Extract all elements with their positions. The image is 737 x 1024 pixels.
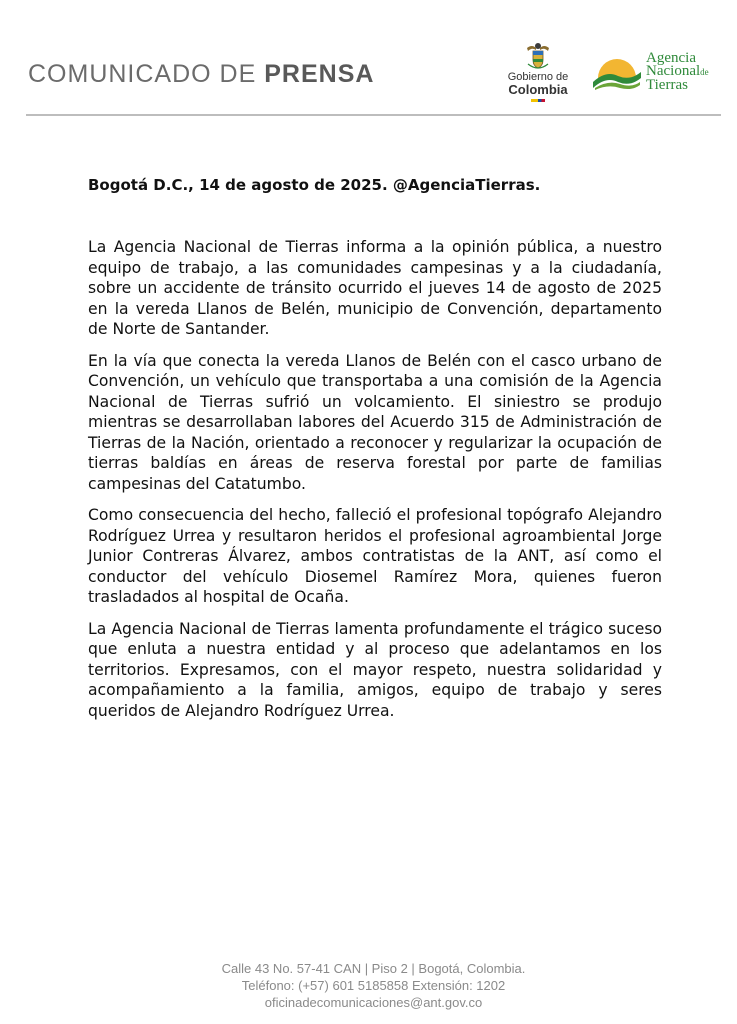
ant-logo-de: de (700, 67, 709, 77)
gov-logo-line2: Colombia (508, 82, 568, 97)
press-release-body (88, 237, 662, 732)
paragraph-1: La Agencia Nacional de Tierras informa a la opinión pública, a nuestro equipo de trabajo, a las comunidades campesinas y a la ciudadanía, sobre un accidente de tránsito ocurrido el jueves 14 de agosto de 2025 en la vereda Llanos de Belén, municipio de Convención, departamento de Norte de Santander. (88, 238, 662, 338)
gobierno-de-colombia-logo (500, 42, 576, 100)
paragraph-4: La Agencia Nacional de Tierras lamenta profundamente el trágico suceso que enluta a nuestra entidad y al proceso que adelantamos en los territorios. Expresamos, con el mayor respeto, nuestra solidaridad y acompañamiento a la familia, amigos, equipo de trabajo y seres queridos de Alejandro Rodríguez Urrea. (88, 619, 662, 720)
dateline: Bogotá D.C., 14 de agosto de 2025. @AgenciaTierras. (88, 176, 541, 194)
paragraph-3: Como consecuencia del hecho, falleció el profesional topógrafo Alejandro Rodríguez Urrea y resultaron heridos el profesional agroambiental Jorge Junior Contreras Álvarez, ambos contratistas de la ANT, así como el conductor del vehículo Diosemel Ramírez Mora, quienes fueron trasladados al hospital de Ocaña. (88, 506, 662, 606)
ant-logo-line1: Agencia (646, 50, 696, 66)
header-divider (26, 114, 721, 116)
agencia-nacional-de-tierras-logo (592, 52, 722, 94)
gov-logo-line1: Gobierno de (507, 71, 569, 83)
ant-logo-line3: Tierras (646, 77, 688, 93)
footer (0, 960, 737, 1011)
title-light: COMUNICADO DE (28, 60, 265, 88)
sun-hills-icon (592, 56, 642, 90)
footer-address: Calle 43 No. 57-41 CAN | Piso 2 | Bogotá, Colombia. (221, 961, 526, 976)
ant-logo-text (646, 52, 709, 92)
title-bold: PRENSA (264, 60, 375, 88)
footer-email: oficinadecomunicaciones@ant.gov.co (264, 995, 483, 1010)
paragraph-2: En la vía que conecta la vereda Llanos de Belén con el casco urbano de Convención, un vehículo que transportaba a una comisión de la Agencia Nacional de Tierras sufrió un volcamiento. El siniestro se produjo mientras se desarrollaban labores del Acuerdo 315 de Administración de Tierras de la Nación, orientado a reconocer y regularizar la ocupación de tierras baldías en áreas de reserva forestal por parte de familias campesinas del Catatumbo. (88, 351, 662, 493)
flag-stripe-icon (531, 99, 545, 102)
coat-of-arms-icon (525, 42, 551, 70)
ant-logo-line2: Nacional (646, 63, 701, 79)
page-title (28, 60, 374, 89)
footer-phone: Teléfono: (+57) 601 5185858 Extensión: 1202 (241, 978, 506, 993)
